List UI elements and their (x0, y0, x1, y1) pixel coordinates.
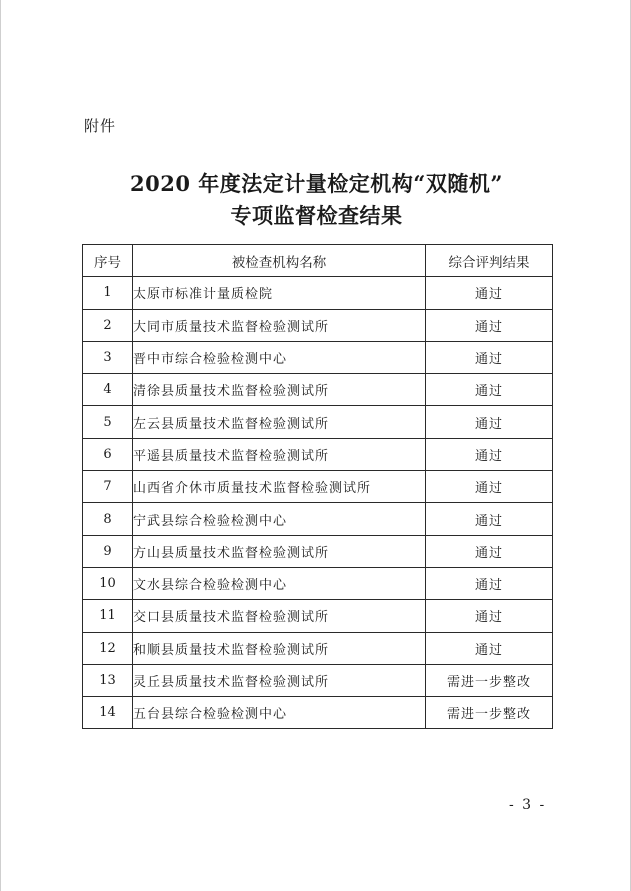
evaluation-result-cell: 通过 (426, 309, 553, 341)
serial-number-cell: 4 (83, 374, 133, 406)
evaluation-result-cell: 通过 (426, 471, 553, 503)
institution-name-cell: 太原市标准计量质检院 (133, 277, 426, 309)
institution-name-cell: 山西省介休市质量技术监督检验测试所 (133, 471, 426, 503)
evaluation-result-cell: 通过 (426, 535, 553, 567)
serial-number-cell: 5 (83, 406, 133, 438)
evaluation-result-cell: 通过 (426, 277, 553, 309)
serial-number-cell: 7 (83, 471, 133, 503)
institution-name-cell: 文水县综合检验检测中心 (133, 567, 426, 599)
document-title-line-2: 专项监督检查结果 (230, 203, 403, 228)
table-row (83, 277, 553, 309)
serial-number-cell: 12 (83, 632, 133, 664)
table-body (83, 277, 553, 729)
document-title-line-1: 2020 年度法定计量检定机构“双随机” (130, 171, 503, 196)
evaluation-result-cell: 需进一步整改 (426, 697, 553, 729)
table-row (83, 697, 553, 729)
header-serial-number: 序号 (83, 245, 133, 277)
institution-name-cell: 平遥县质量技术监督检验测试所 (133, 438, 426, 470)
serial-number-cell: 9 (83, 535, 133, 567)
institution-name-cell: 和顺县质量技术监督检验测试所 (133, 632, 426, 664)
table-row (83, 438, 553, 470)
serial-number-cell: 11 (83, 600, 133, 632)
serial-number-cell: 2 (83, 309, 133, 341)
institution-name-cell: 交口县质量技术监督检验测试所 (133, 600, 426, 632)
serial-number-cell: 1 (83, 277, 133, 309)
table-header-row (83, 245, 553, 277)
table-row (83, 406, 553, 438)
evaluation-result-cell: 通过 (426, 374, 553, 406)
institution-name-cell: 清徐县质量技术监督检验测试所 (133, 374, 426, 406)
table-row (83, 341, 553, 373)
table-row (83, 600, 553, 632)
serial-number-cell: 10 (83, 567, 133, 599)
evaluation-result-cell: 通过 (426, 341, 553, 373)
institution-name-cell: 五台县综合检验检测中心 (133, 697, 426, 729)
table-row (83, 664, 553, 696)
page-number: - 3 - (509, 797, 547, 813)
evaluation-result-cell: 通过 (426, 503, 553, 535)
evaluation-result-cell: 需进一步整改 (426, 664, 553, 696)
serial-number-cell: 8 (83, 503, 133, 535)
header-evaluation-result: 综合评判结果 (426, 245, 553, 277)
evaluation-result-cell: 通过 (426, 600, 553, 632)
evaluation-result-cell: 通过 (426, 567, 553, 599)
table-row (83, 503, 553, 535)
table-row (83, 535, 553, 567)
attachment-label: 附件 (84, 117, 117, 135)
institution-name-cell: 晋中市综合检验检测中心 (133, 341, 426, 373)
institution-name-cell: 宁武县综合检验检测中心 (133, 503, 426, 535)
institution-name-cell: 大同市质量技术监督检验测试所 (133, 309, 426, 341)
table-row (83, 471, 553, 503)
institution-name-cell: 左云县质量技术监督检验测试所 (133, 406, 426, 438)
header-institution-name: 被检查机构名称 (133, 245, 426, 277)
serial-number-cell: 3 (83, 341, 133, 373)
evaluation-result-cell: 通过 (426, 632, 553, 664)
serial-number-cell: 6 (83, 438, 133, 470)
inspection-results-table (82, 244, 553, 729)
institution-name-cell: 灵丘县质量技术监督检验测试所 (133, 664, 426, 696)
table-row (83, 309, 553, 341)
institution-name-cell: 方山县质量技术监督检验测试所 (133, 535, 426, 567)
serial-number-cell: 13 (83, 664, 133, 696)
table-row (83, 632, 553, 664)
evaluation-result-cell: 通过 (426, 438, 553, 470)
evaluation-result-cell: 通过 (426, 406, 553, 438)
table-row (83, 374, 553, 406)
table-row (83, 567, 553, 599)
serial-number-cell: 14 (83, 697, 133, 729)
